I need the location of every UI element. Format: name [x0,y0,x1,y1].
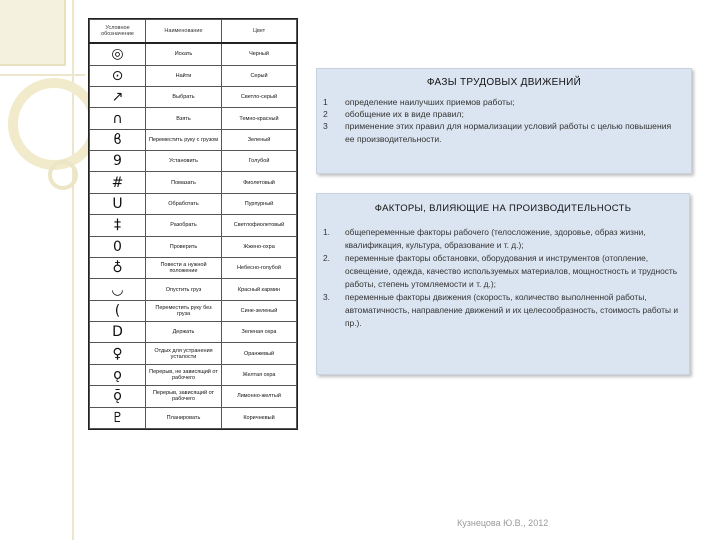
item-number: 2 [323,109,328,120]
row-name: Помазать [146,172,222,193]
plan-icon: ♇ [90,407,146,428]
corner-decoration [0,0,66,66]
list-item [317,120,691,144]
item-number: 2. [323,253,330,263]
zero-icon: 0 [90,236,146,257]
table-row [90,193,297,214]
person-b-icon: ǭ [90,386,146,407]
row-name: Перерыв, зависящий от рабочего [146,386,222,407]
cup-icon: U [90,193,146,214]
row-color: Красный кармин [222,279,297,300]
row-color: Коричневый [222,407,297,428]
row-name: Установить [146,151,222,172]
row-name: Повести а нужной положение [146,257,222,278]
list-item [317,291,689,330]
hand-icon: ϐ [90,129,146,150]
row-color: Фиолетовый [222,172,297,193]
item-number: 1 [323,97,328,107]
factors-title: ФАКТОРЫ, ВЛИЯЮЩИЕ НА ПРОИЗВОДИТЕЛЬНОСТЬ [374,203,632,214]
table-row [90,386,297,407]
item-number: 3. [323,292,330,302]
row-name: Переместить руку с грузом [146,129,222,150]
weight-icon: ♁ [90,257,146,278]
header-color: Цвет [222,20,297,44]
eye-outline-icon: ⊙ [90,65,146,86]
person-icon: ǫ [90,364,146,385]
table-row [90,236,297,257]
decor-ring-large [8,78,100,170]
header-name: Наименование [146,20,222,44]
row-color: Черный [222,43,297,65]
d-icon: D [90,322,146,343]
table-row [90,407,297,428]
arrow-icon: ↗ [90,86,146,107]
phases-title: ФАЗЫ ТРУДОВЫХ ДВИЖЕНИЙ [426,77,582,88]
item-text: переменные факторы обстановки, оборудования и инструментов (отопление, освещение, одежда, качество используемых материалов, мощностность и трудность работы, степень утомляемости и т. д.); [345,253,678,289]
paren-icon: ( [90,300,146,321]
list-item [317,96,691,108]
item-number: 1. [323,227,330,237]
arch-icon: ∩ [90,108,146,129]
item-text: общепеременные факторы рабочего (телосложение, здоровье, образ жизни, квалификация, культура, образование и т. д.); [345,227,646,250]
item-text: определение наилучших приемов работы; [345,97,515,107]
table-header-row [90,20,297,44]
row-name: Планировать [146,407,222,428]
row-name: Обработать [146,193,222,214]
list-item [317,226,689,252]
row-color: Зеленая охра [222,322,297,343]
hash-icon: # [90,172,146,193]
table-row [90,364,297,385]
table-row [90,343,297,364]
item-text: обобщение их в виде правил; [345,109,464,120]
row-name: Выбрать [146,86,222,107]
table-row [90,108,297,129]
item-number: 3 [323,121,328,132]
table-row [90,215,297,236]
footer-author: Кузнецова Ю.В., 2012 [457,518,549,528]
table-row [90,172,297,193]
table-row [90,257,297,278]
factors-panel [316,193,690,375]
cross-icon: ‡ [90,215,146,236]
phases-list [317,96,691,145]
row-name: Перерыв, не зависящий от рабочего [146,364,222,385]
nine-icon: 9 [90,151,146,172]
table-row [90,86,297,107]
symbols-table [88,18,298,430]
row-color: Желтая охра [222,364,297,385]
row-color: Светло-серый [222,86,297,107]
list-item [317,108,691,120]
phases-panel [316,68,692,174]
row-name: Опустить груз [146,279,222,300]
factors-list [317,226,689,330]
row-color: Небесно-голубой [222,257,297,278]
row-color: Зеленый [222,129,297,150]
row-color: Жжено-охра [222,236,297,257]
row-name: Проверить [146,236,222,257]
row-color: Лимонно-желтый [222,386,297,407]
table-row [90,151,297,172]
decor-ring-small [48,160,78,190]
row-color: Оранжевый [222,343,297,364]
row-name: Разобрать [146,215,222,236]
row-name: Держать [146,322,222,343]
row-color: Светлофиолетовый [222,215,297,236]
row-name: Искать [146,43,222,65]
rest-icon: ♀ [90,343,146,364]
row-color: Темно-красный [222,108,297,129]
header-symbol: Условное обозначение [90,20,146,44]
table-row [90,322,297,343]
table-row [90,279,297,300]
eye-down-icon: ◡ [90,279,146,300]
row-name: Найти [146,65,222,86]
row-color: Голубой [222,151,297,172]
row-color: Серый [222,65,297,86]
row-color: Пурпурный [222,193,297,214]
table-row [90,43,297,65]
table-row [90,300,297,321]
eye-icon: ◎ [90,43,146,65]
row-color: Сине-зеленый [222,300,297,321]
row-name: Взять [146,108,222,129]
decor-line-horizontal [0,74,85,76]
item-text: применение этих правил для нормализации условий работы с целью повышения ее производительности. [345,121,672,144]
list-item [317,252,689,291]
item-text: переменные факторы движения (скорость, количество выполненной работы, автоматичность, направление движений и их целесообразность, стоимость работы и пр.). [345,292,679,328]
table-row [90,65,297,86]
row-name: Отдых для устранения усталости [146,343,222,364]
row-name: Переместить руку без груза [146,300,222,321]
table-row [90,129,297,150]
